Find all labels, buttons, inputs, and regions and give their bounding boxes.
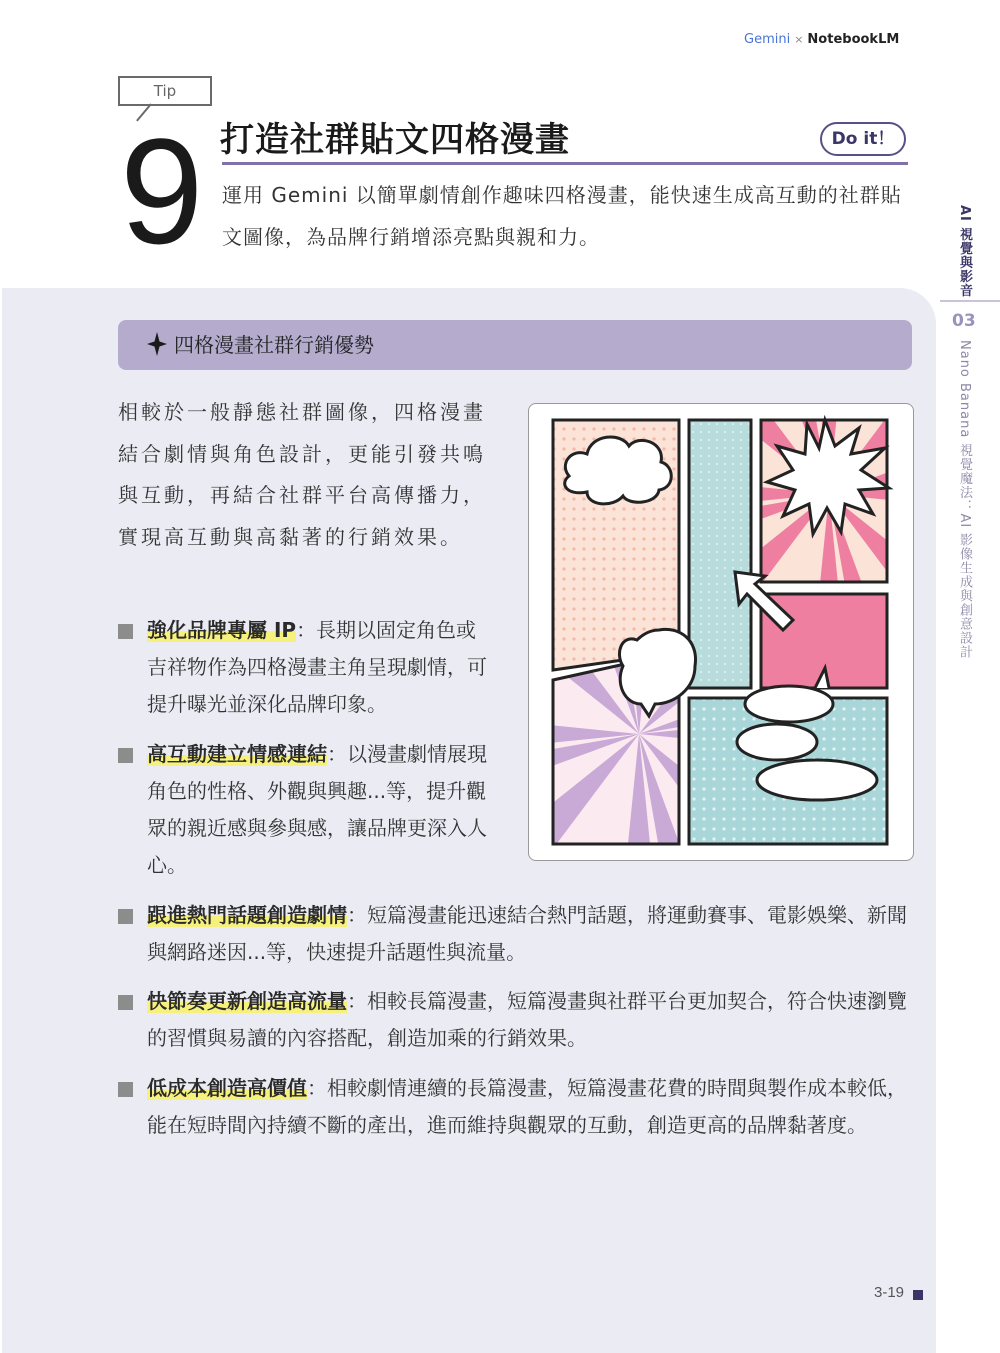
brand-logos xyxy=(744,32,899,47)
bullet-text: ：長期以固定角色或吉祥物作為四格漫畫主角呈現劇情，可提升曝光並深化品牌印象。 xyxy=(147,618,487,716)
sidebar-divider xyxy=(940,300,1000,302)
page-marker-icon xyxy=(913,1290,923,1300)
bullet-text: ：相較劇情連續的長篇漫畫，短篇漫畫花費的時間與製作成本較低，能在短時間內持續不斷的產出，進而維持與觀眾的互動，創造更高的品牌黏著度。 xyxy=(147,1076,907,1137)
bullet-item xyxy=(118,897,913,971)
sidebar-subtitle: Nano Banana 視覺魔法：AI 影像生成與創意設計 xyxy=(957,340,972,660)
sidebar-chapter-number: 03 xyxy=(952,311,976,331)
do-it-badge: Do it！ xyxy=(820,122,906,156)
section-title: 四格漫畫社群行銷優勢 xyxy=(174,333,374,357)
comic-illustration xyxy=(528,403,914,861)
tip-label: Tip xyxy=(153,82,177,100)
bullet-item xyxy=(118,1070,913,1144)
bullet-text: ：短篇漫畫能迅速結合熱門話題，將運動賽事、電影娛樂、新聞與網路迷因...等，快速提升話題性與流量。 xyxy=(147,903,907,964)
bullet-text: ：以漫畫劇情展現角色的性格、外觀與興趣...等，提升觀眾的親近感與參與感，讓品牌更深入人心。 xyxy=(147,742,487,877)
bullet-square-icon xyxy=(118,909,133,924)
bullet-square-icon xyxy=(118,748,133,763)
bullet-square-icon xyxy=(118,995,133,1010)
notebooklm-logo: NotebookLM xyxy=(807,32,900,47)
sparkle-icon xyxy=(146,330,168,358)
bullet-square-icon xyxy=(118,1082,133,1097)
page-title: 打造社群貼文四格漫畫 xyxy=(220,120,570,160)
oval-bubble-icon xyxy=(737,724,817,760)
brand-times: × xyxy=(794,33,804,46)
bullet-key: 快節奏更新創造高流量 xyxy=(147,989,347,1013)
bullet-item xyxy=(118,736,494,884)
gemini-logo: Gemini xyxy=(744,32,791,47)
bullet-square-icon xyxy=(118,624,133,639)
comic-panel-teal-narrow xyxy=(689,420,751,688)
body-paragraph: 相較於一般靜態社群圖像，四格漫畫結合劇情與角色設計，更能引發共鳴與互動，再結合社群平台高傳播力，實現高互動與高黏著的行銷效果。 xyxy=(118,400,486,549)
tip-number: 9 xyxy=(120,107,204,275)
oval-bubble-icon xyxy=(757,760,877,800)
bullet-text: ：相較長篇漫畫，短篇漫畫與社群平台更加契合，符合快速瀏覽的習慣與易讀的內容搭配，創造加乘的行銷效果。 xyxy=(147,989,907,1050)
bullet-key: 低成本創造高價值 xyxy=(147,1076,307,1100)
bullet-key: 強化品牌專屬 IP xyxy=(147,618,297,642)
sidebar-chapter: AI 視覺與影音 xyxy=(957,205,972,298)
comic-panels-graphic xyxy=(529,404,913,860)
bullet-item xyxy=(118,612,494,723)
title-underline xyxy=(222,162,908,165)
page-number: 3-19 xyxy=(874,1284,905,1301)
bullet-key: 高互動建立情感連結 xyxy=(147,742,327,766)
intro-text: 運用 Gemini 以簡單劇情創作趣味四格漫畫，能快速生成高互動的社群貼文圖像，為品牌行銷增添亮點與親和力。 xyxy=(222,183,902,249)
tip-label-box xyxy=(118,76,212,106)
bullet-key: 跟進熱門話題創造劇情 xyxy=(147,903,347,927)
oval-bubble-icon xyxy=(745,686,833,722)
bullet-item xyxy=(118,983,913,1057)
